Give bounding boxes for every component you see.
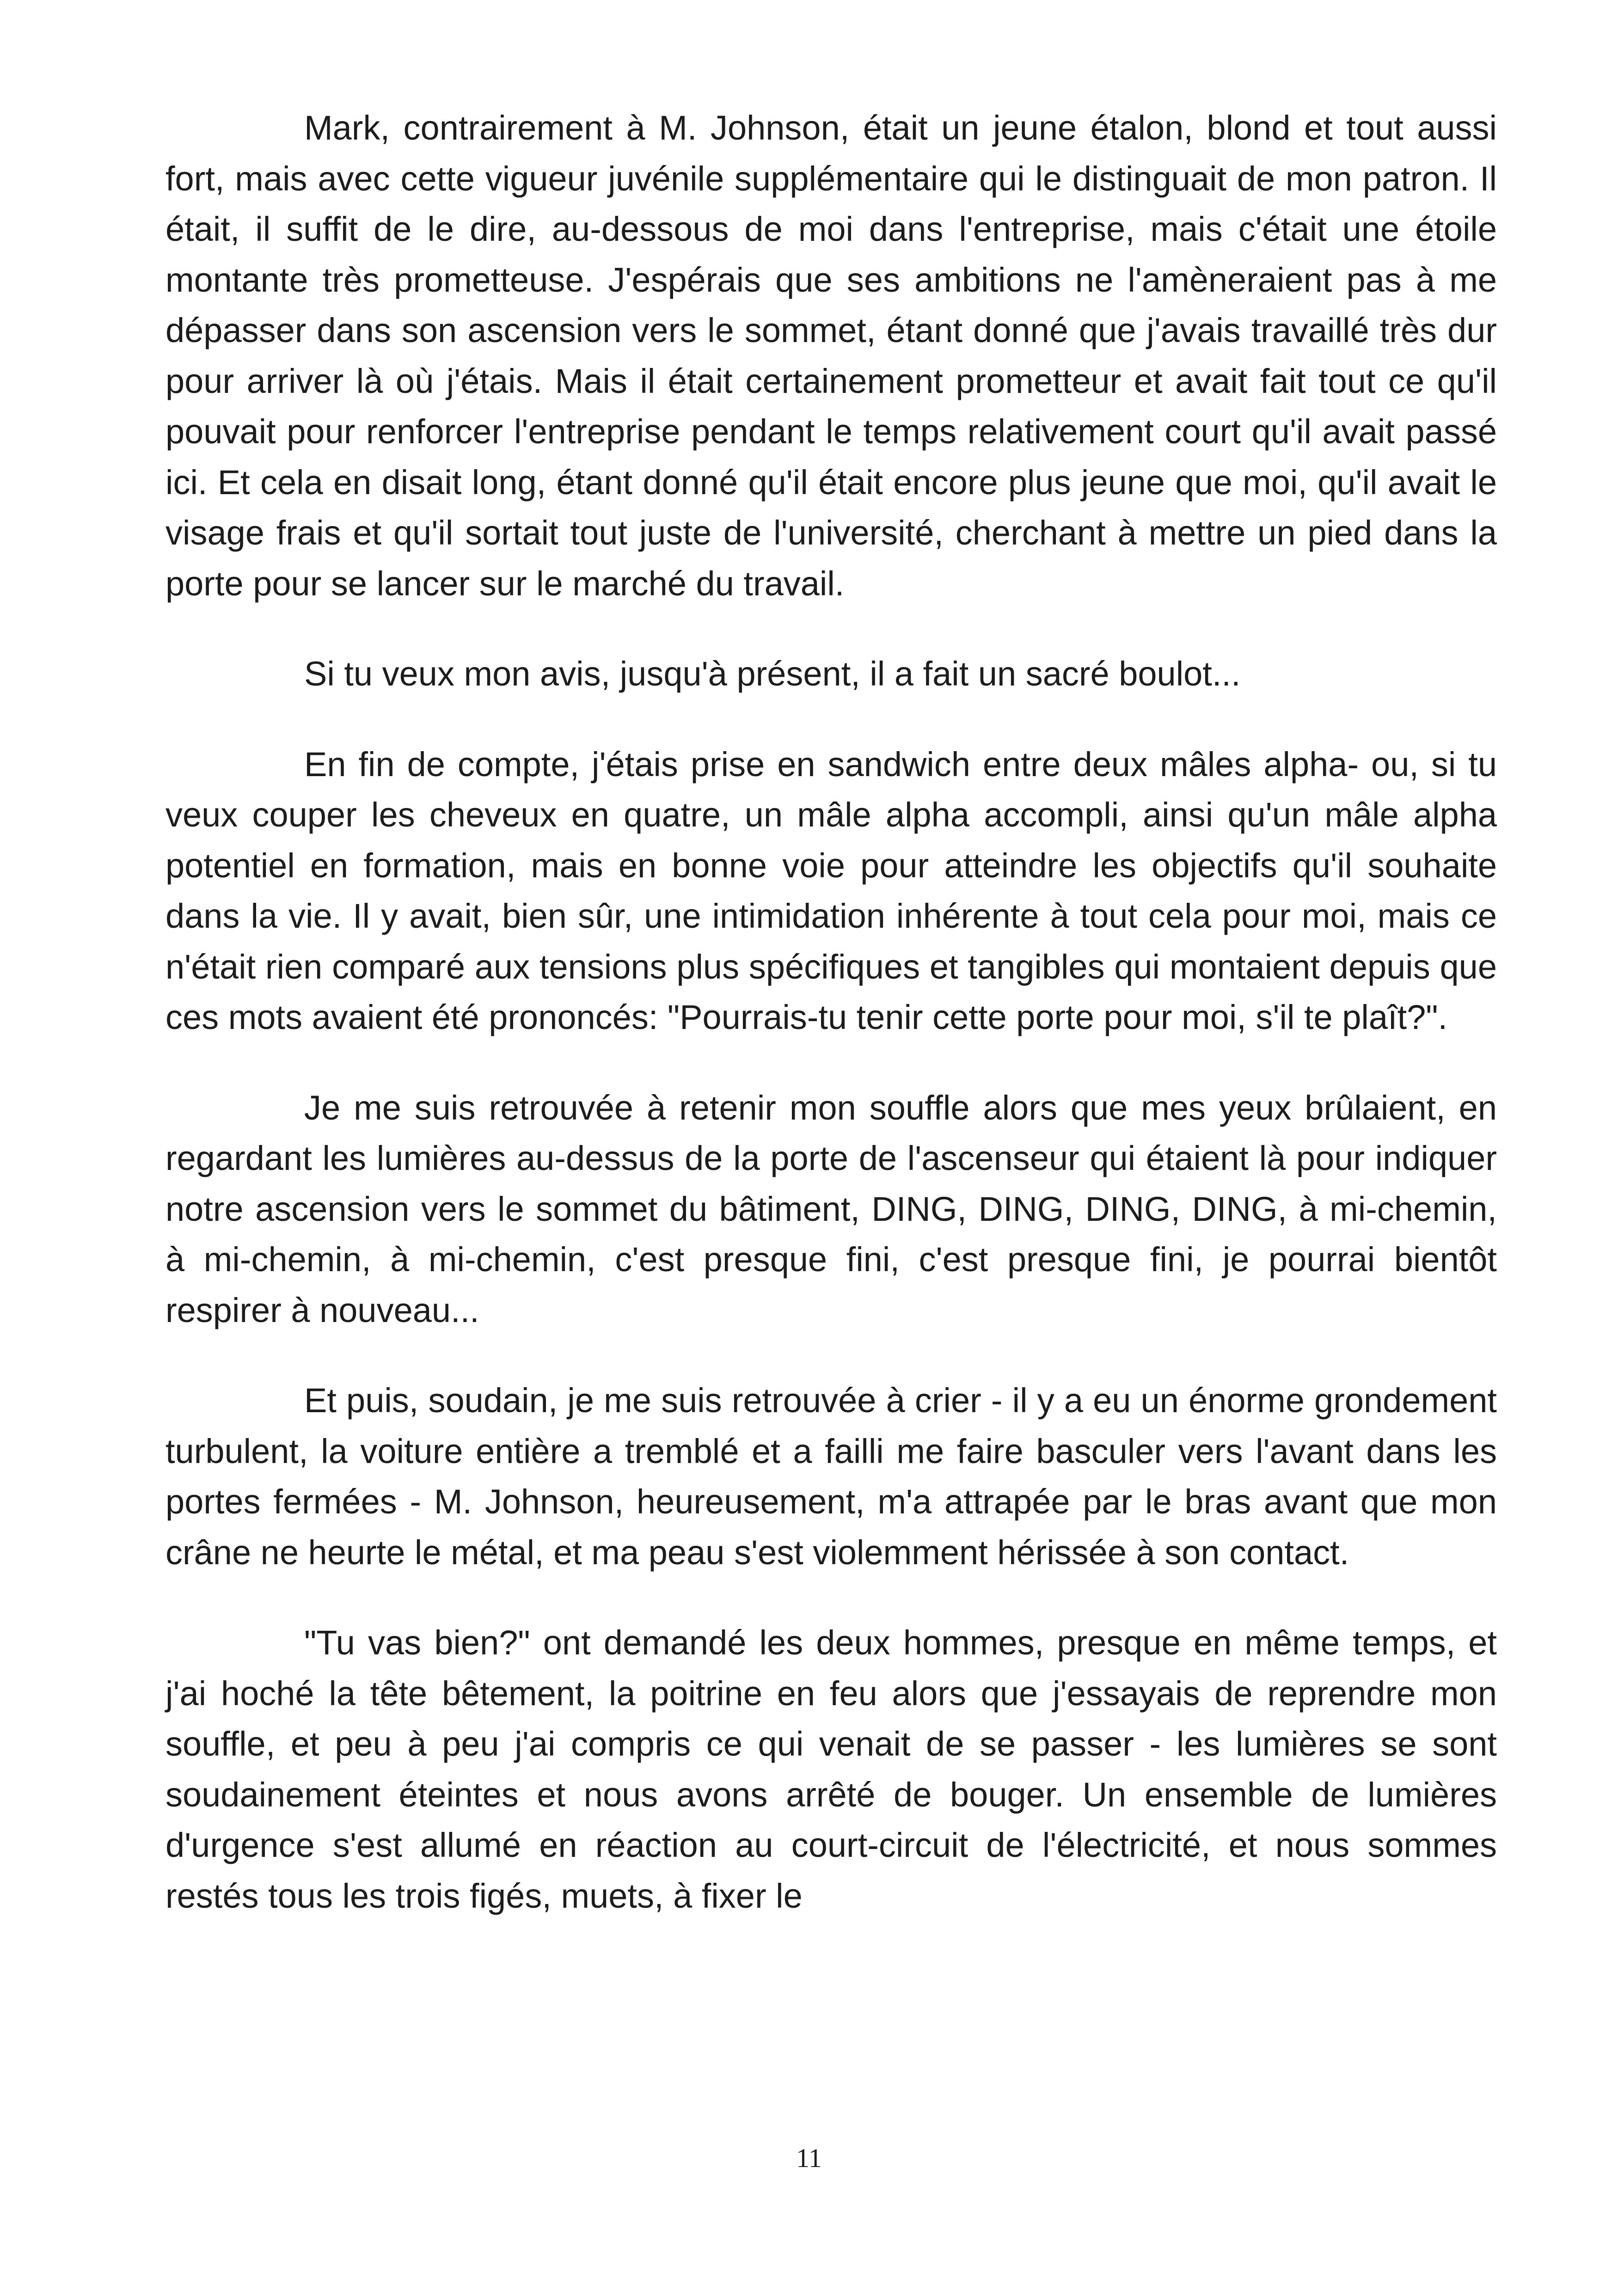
paragraph: Mark, contrairement à M. Johnson, était un jeune étalon, blond et tout aussi fort, mais avec cette vigueur juvénile supplémentaire qui le distinguait de mon patron. Il était, il suffit de le dire, au-dessous de moi dans l'entreprise, mais c'était une étoile montante très prometteuse. J'espérais que ses ambitions ne l'amèneraient pas à me dépasser dans son ascension vers le sommet, étant donné que j'avais travaillé très dur pour arriver là où j'étais. Mais il était certainement prometteur et avait fait tout ce qu'il pouvait pour renforcer l'entreprise pendant le temps relativement court qu'il avait passé ici. Et cela en disait long, étant donné qu'il était encore plus jeune que moi, qu'il avait le visage frais et qu'il sortait tout juste de l'université, cherchant à mettre un pied dans la porte pour se lancer sur le marché du travail. bbox=[165, 109, 1497, 603]
paragraph: En fin de compte, j'étais prise en sandwich entre deux mâles alpha- ou, si tu veux couper les cheveux en quatre, un mâle alpha accompli, ainsi qu'un mâle alpha potentiel en formation, mais en bonne voie pour atteindre les objectifs qu'il souhaite dans la vie. Il y avait, bien sûr, une intimidation inhérente à tout cela pour moi, mais ce n'était rien comparé aux tensions plus spécifiques et tangibles qui montaient depuis que ces mots avaient été prononcés: "Pourrais-tu tenir cette porte pour moi, s'il te plaît?". bbox=[165, 745, 1497, 1036]
paragraph: Et puis, soudain, je me suis retrouvée à crier - il y a eu un énorme grondement turbulent, la voiture entière a tremblé et a failli me faire basculer vers l'avant dans les portes fermées - M. Johnson, heureusement, m'a attrapée par le bras avant que mon crâne ne heurte le métal, et ma peau s'est violemment hérissée à son contact. bbox=[165, 1381, 1497, 1572]
body-text bbox=[165, 103, 1497, 1961]
page-number: 11 bbox=[796, 2143, 822, 2173]
paragraph: "Tu vas bien?" ont demandé les deux hommes, presque en même temps, et j'ai hoché la tête bêtement, la poitrine en feu alors que j'essayais de reprendre mon souffle, et peu à peu j'ai compris ce qui venait de se passer - les lumières se sont soudainement éteintes et nous avons arrêté de bouger. Un ensemble de lumières d'urgence s'est allumé en réaction au court-circuit de l'électricité, et nous sommes restés tous les trois figés, muets, à fixer le bbox=[165, 1623, 1497, 1915]
paragraph: Si tu veux mon avis, jusqu'à présent, il a fait un sacré boulot... bbox=[304, 655, 1241, 693]
paragraph: Je me suis retrouvée à retenir mon souffle alors que mes yeux brûlaient, en regardant les lumières au-dessus de la porte de l'ascenseur qui étaient là pour indiquer notre ascension vers le sommet du bâtiment, DING, DING, DING, DING, à mi-chemin, à mi-chemin, à mi-chemin, c'est presque fini, c'est presque fini, je pourrai bientôt respirer à nouveau... bbox=[165, 1088, 1497, 1329]
